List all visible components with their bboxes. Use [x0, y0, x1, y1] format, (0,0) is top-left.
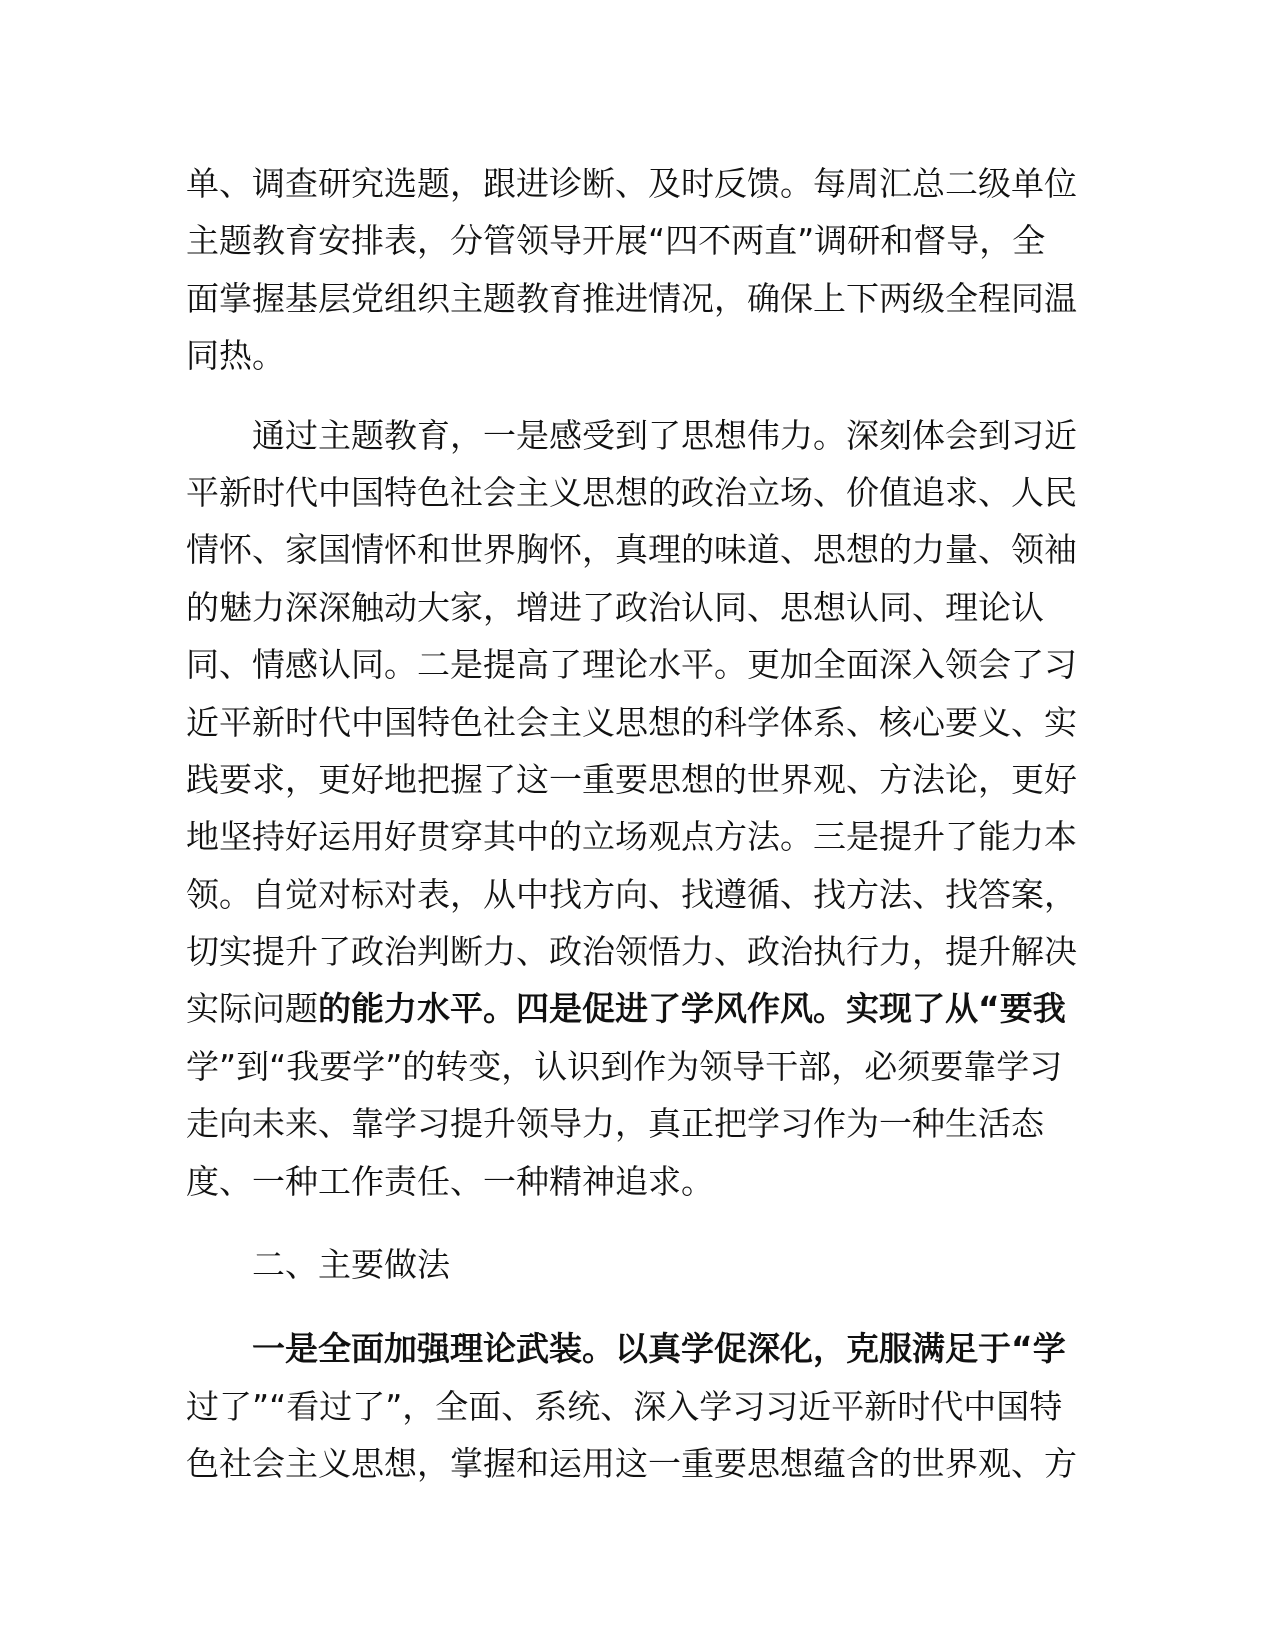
text-line: 平新时代中国特色社会主义思想的政治立场、价值追求、人民	[186, 472, 1077, 512]
text-line: 过了”“看过了”，全面、系统、深入学习习近平新时代中国特	[186, 1386, 1063, 1426]
text-line: 地坚持好运用好贯穿其中的立场观点方法。三是提升了能力本	[186, 817, 1077, 857]
text-line: 的魅力深深触动大家，增进了政治认同、思想认同、理论认	[186, 587, 1044, 627]
text-line: 近平新时代中国特色社会主义思想的科学体系、核心要义、实	[186, 702, 1077, 742]
text-line: 同、情感认同。二是提高了理论水平。更加全面深入领会了习	[186, 645, 1077, 685]
text-line: 践要求，更好地把握了这一重要思想的世界观、方法论，更好	[186, 759, 1077, 799]
paragraph-continuation	[186, 155, 1090, 385]
text-line: 同热。	[186, 336, 285, 376]
text-line-mixed	[186, 980, 1090, 1037]
bold-text-run: 的能力水平。四是促进了学风作风。实现了从“要我	[318, 989, 1066, 1029]
text-line: 学”到“我要学”的转变，认识到作为领导干部，必须要靠学习	[186, 1046, 1063, 1086]
paragraph-methods	[186, 1320, 1090, 1492]
paragraph-outcomes	[186, 407, 1090, 1210]
text-line: 情怀、家国情怀和世界胸怀，真理的味道、思想的力量、领袖	[186, 530, 1077, 570]
document-body	[186, 155, 1090, 1493]
text-run: 实际问题	[186, 989, 318, 1029]
bold-text-line: 一是全面加强理论武装。以真学促深化，克服满足于“学	[252, 1329, 1066, 1369]
text-line: 面掌握基层党组织主题教育推进情况，确保上下两级全程同温	[186, 278, 1077, 318]
text-line: 领。自觉对标对表，从中找方向、找遵循、找方法、找答案，	[186, 874, 1077, 914]
text-line: 主题教育安排表，分管领导开展“四不两直”调研和督导，全	[186, 221, 1046, 261]
text-line: 切实提升了政治判断力、政治领悟力、政治执行力，提升解决	[186, 932, 1077, 972]
text-line: 度、一种工作责任、一种精神追求。	[186, 1161, 714, 1201]
text-line: 色社会主义思想，掌握和运用这一重要思想蕴含的世界观、方	[186, 1444, 1077, 1484]
heading-text: 二、主要做法	[252, 1245, 450, 1285]
text-line: 单、调查研究选题，跟进诊断、及时反馈。每周汇总二级单位	[186, 164, 1077, 203]
text-line: 走向未来、靠学习提升领导力，真正把学习作为一种生活态	[186, 1104, 1044, 1144]
section-heading	[186, 1236, 1090, 1293]
text-line: 通过主题教育，一是感受到了思想伟力。深刻体会到习近	[252, 415, 1077, 455]
